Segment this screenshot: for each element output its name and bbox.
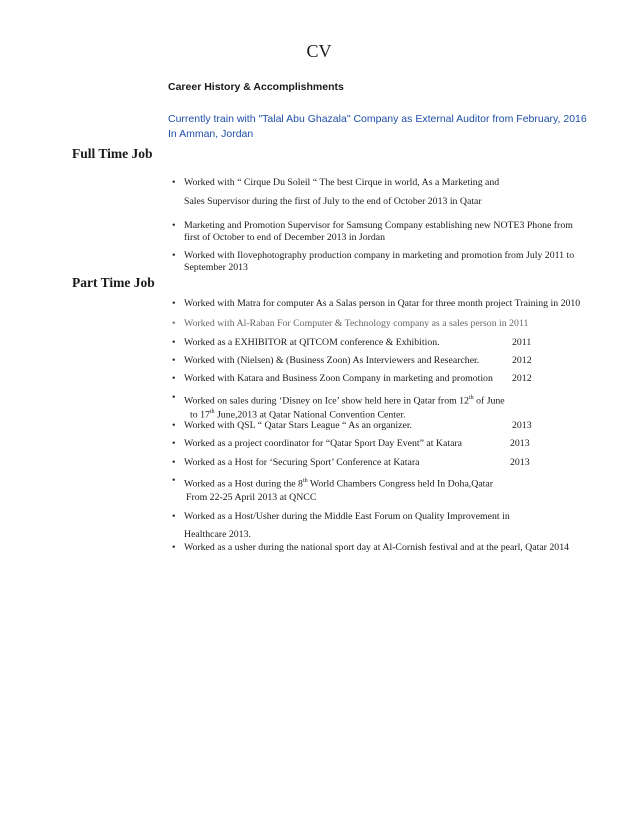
bullet: •	[172, 420, 176, 431]
item-line: Sales Supervisor during the first of July to the end of October 2013 in Qatar	[184, 196, 482, 207]
item-text: Worked as a Host during the 8	[184, 478, 303, 490]
part-time-item-continuation: From 22-25 April 2013 at QNCC	[186, 492, 317, 503]
item-line: September 2013	[184, 262, 248, 273]
part-time-item: Worked as a Host for ‘Securing Sport’ Conference at Katara	[184, 457, 420, 468]
career-history-heading: Career History & Accomplishments	[168, 81, 344, 93]
part-time-item: Worked as a project coordinator for “Qatar Sport Day Event” at Katara	[184, 438, 463, 449]
bullet: •	[172, 318, 176, 329]
item-line: Worked with “ Cirque Du Soleil “ The best Cirque in world, As a Marketing and	[184, 177, 500, 188]
part-time-heading: Part Time Job	[72, 275, 155, 290]
item-text: of June	[473, 395, 505, 407]
bullet: •	[172, 392, 176, 403]
part-time-item	[184, 392, 604, 407]
current-position-location: In Amman, Jordan	[168, 128, 254, 140]
bullet: •	[172, 337, 176, 348]
part-time-item	[184, 475, 604, 490]
ordinal-suffix: th	[302, 478, 308, 484]
item-line: Worked with Ilovephotography production company in marketing and promotion from July 2011 to	[184, 250, 575, 261]
bullet: •	[172, 298, 176, 309]
part-time-item: Worked as a Host/Usher during the Middle East Forum on Quality Improvement in	[184, 511, 510, 522]
bullet: •	[172, 475, 176, 486]
item-text: Worked on sales during ‘Disney on Ice’ show held here in Qatar from 12	[184, 395, 469, 407]
bullet: •	[172, 220, 176, 231]
part-time-item: Worked with QSL “ Qatar Stars League “ As an organizer.	[184, 420, 413, 431]
item-line: first of October to end of December 2013 in Jordan	[184, 232, 386, 243]
item-text: June,2013 at Qatar National Convention Center.	[214, 409, 406, 421]
part-time-item: Worked with (Nielsen) & (Business Zoon) As Interviewers and Researcher.	[184, 355, 480, 366]
item-line: Marketing and Promotion Supervisor for Samsung Company establishing new NOTE3 Phone from	[184, 220, 573, 231]
item-text: World Chambers Congress held In Doha,Qatar	[307, 478, 494, 490]
bullet: •	[172, 457, 176, 468]
current-position	[168, 112, 608, 142]
part-time-item: Worked with Katara and Business Zoon Company in marketing and promotion	[184, 373, 493, 384]
item-year: 2013	[510, 457, 530, 468]
part-time-item: Worked with Matra for computer As a Salas person in Qatar for three month project Training in 2010	[184, 298, 581, 309]
part-time-item: Worked as a EXHIBITOR at QITCOM conference & Exhibition.	[184, 337, 440, 348]
ordinal-suffix: th	[209, 409, 215, 415]
full-time-item	[184, 250, 604, 274]
full-time-item	[184, 220, 604, 244]
full-time-item	[184, 177, 604, 208]
part-time-item-continuation: Healthcare 2013.	[184, 529, 251, 540]
item-year: 2013	[512, 420, 532, 431]
item-year: 2011	[512, 337, 532, 348]
bullet: •	[172, 438, 176, 449]
cv-title: CV	[306, 41, 332, 61]
bullet: •	[172, 177, 176, 188]
ordinal-suffix: th	[468, 395, 474, 401]
bullet: •	[172, 250, 176, 261]
full-time-heading: Full Time Job	[72, 146, 153, 161]
bullet: •	[172, 542, 176, 553]
bullet: •	[172, 373, 176, 384]
bullet: •	[172, 355, 176, 366]
part-time-item-continuation	[190, 406, 610, 421]
item-text: to 17	[190, 409, 210, 421]
current-position-line: Currently train with "Talal Abu Ghazala" Company as External Auditor from February, 2016	[168, 113, 587, 125]
part-time-item: Worked with Al-Raban For Computer & Technology company as a sales person in 2011	[184, 318, 529, 329]
item-year: 2013	[510, 438, 530, 449]
part-time-item: Worked as a usher during the national sport day at Al-Cornish festival and at the pearl, Qatar 2014	[184, 542, 569, 553]
item-year: 2012	[512, 373, 532, 384]
item-year: 2012	[512, 355, 532, 366]
bullet: •	[172, 511, 176, 522]
